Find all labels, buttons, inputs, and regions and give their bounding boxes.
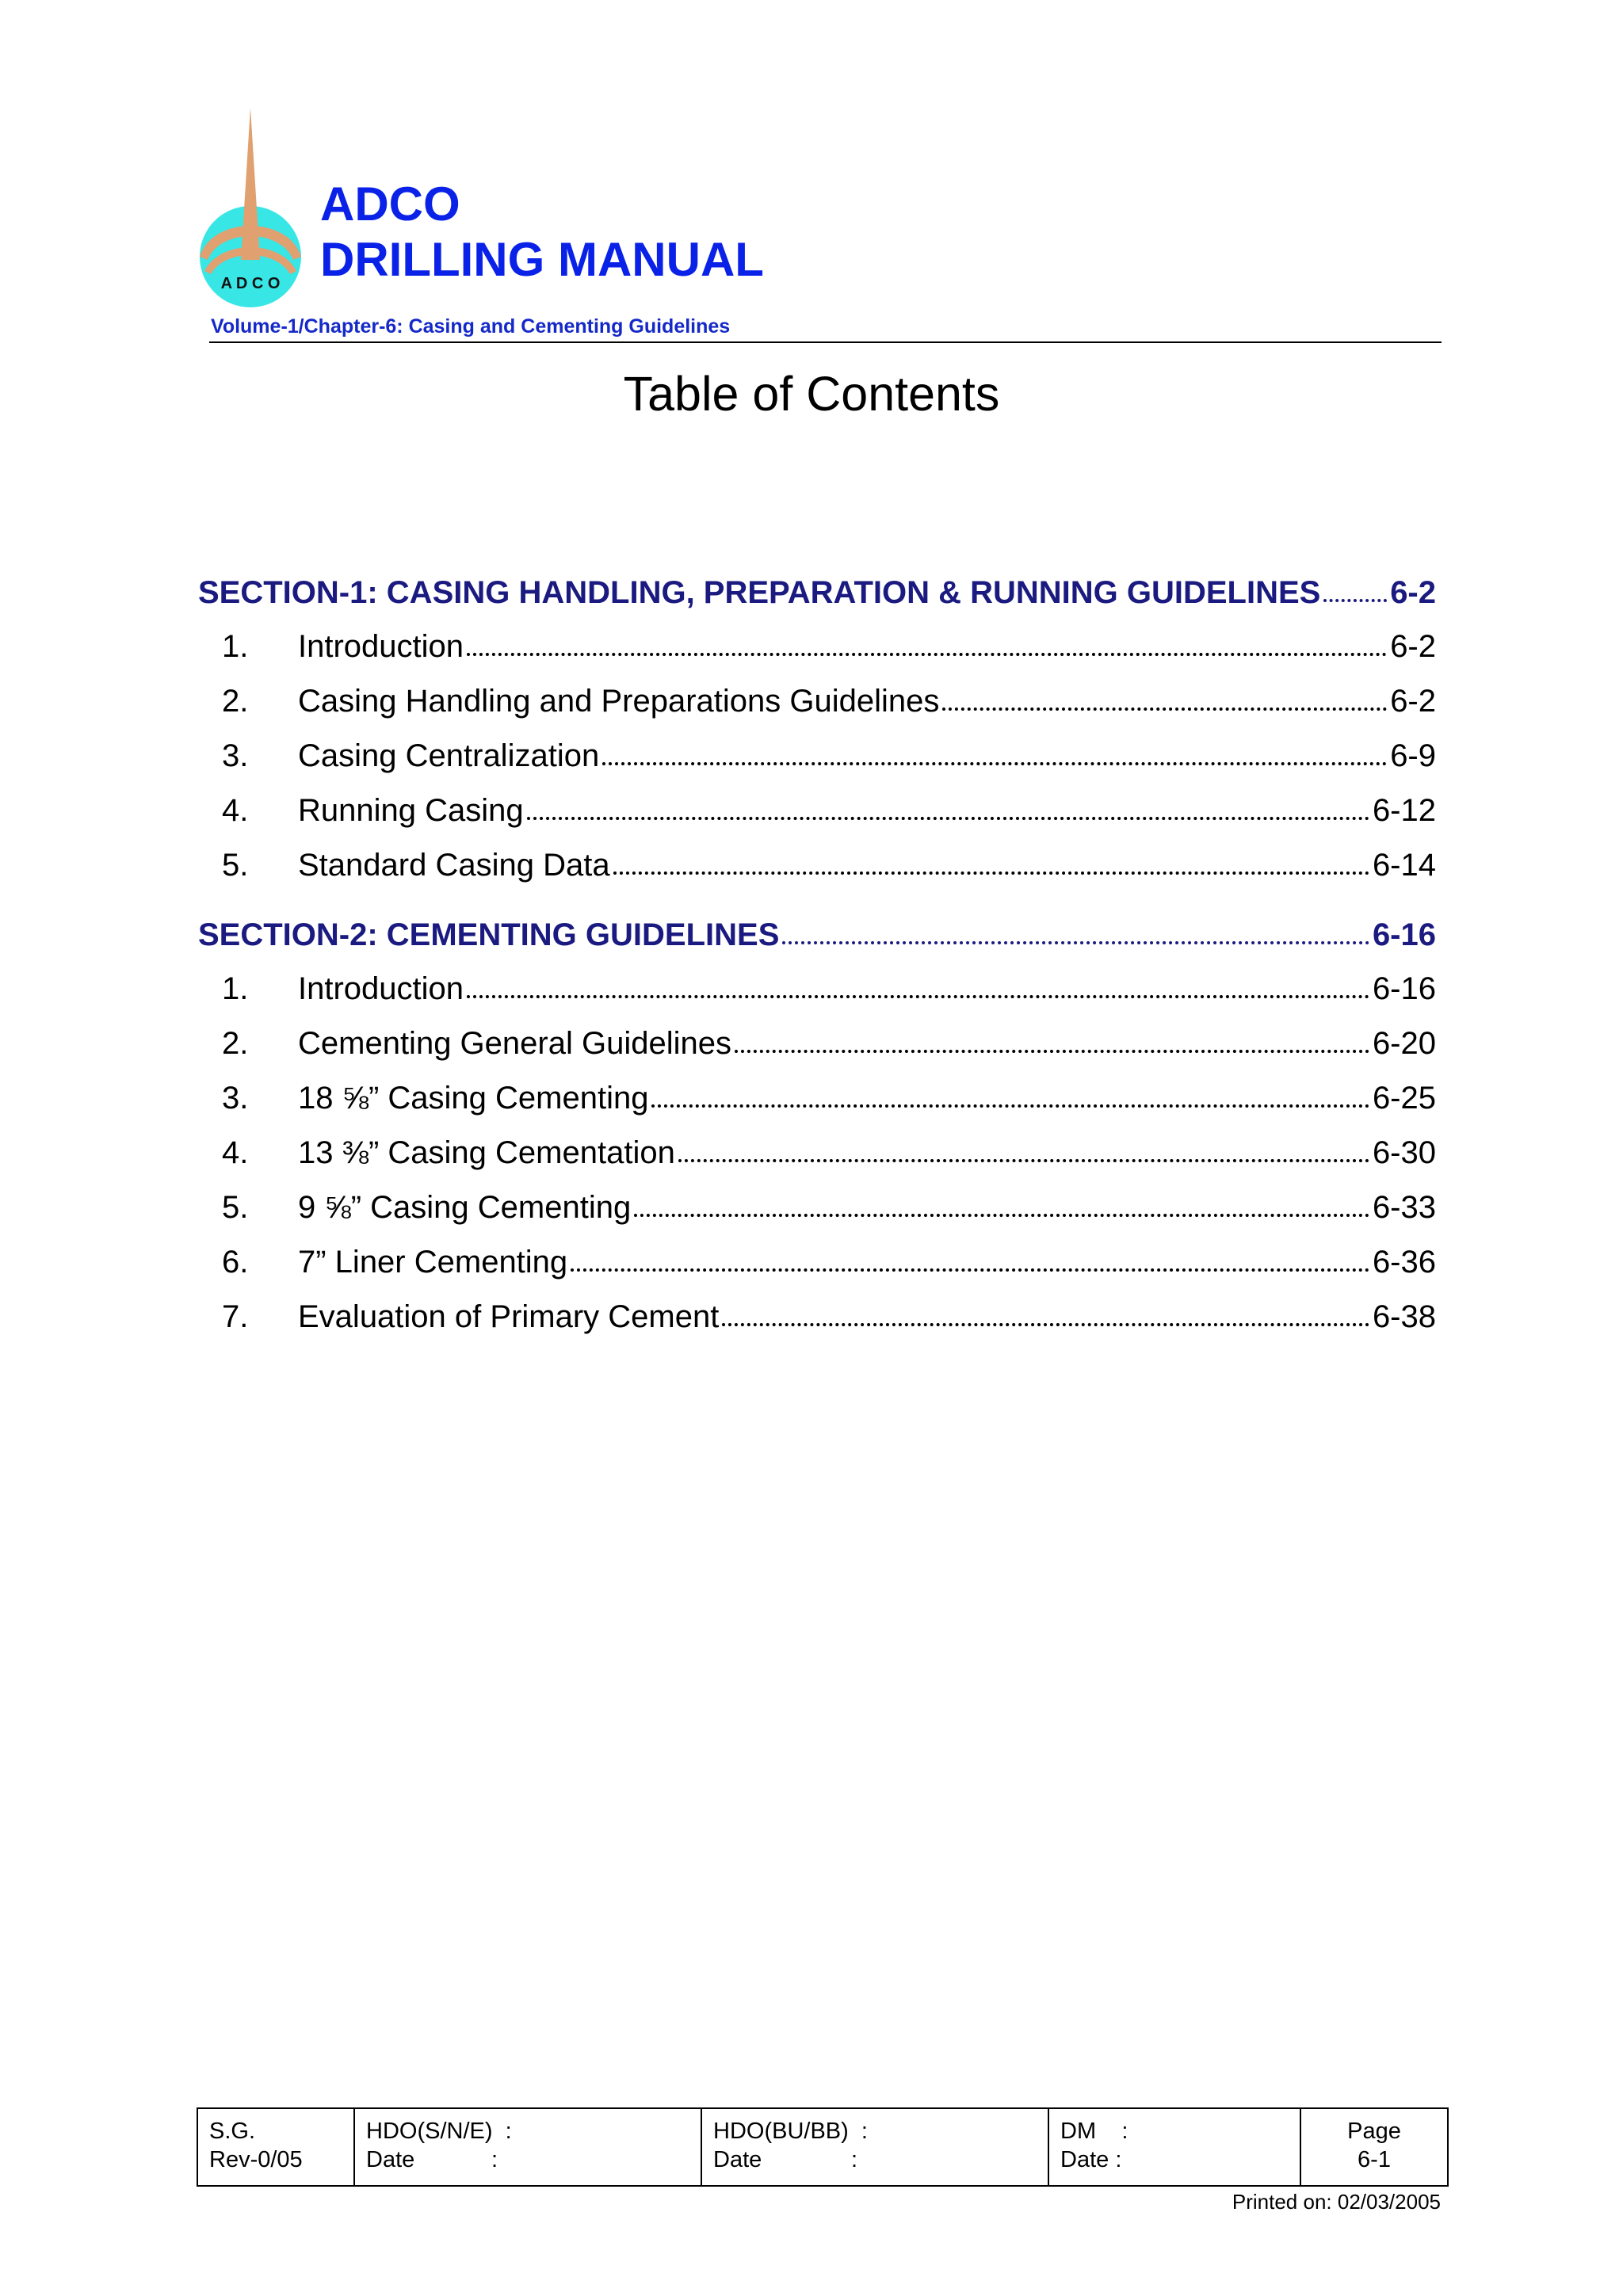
toc-entry-title: 13 ⅜” Casing Cementation: [298, 1135, 675, 1170]
toc-entry[interactable]: [198, 1131, 1436, 1175]
toc-page-number: 6-25: [1372, 1081, 1436, 1116]
toc-dot-leader: [1323, 599, 1387, 602]
toc-page-number: 6-20: [1372, 1026, 1436, 1061]
header-rule: [209, 341, 1442, 343]
toc-entry-number: 6.: [222, 1245, 249, 1280]
toc-page-number: 6-2: [1390, 629, 1436, 664]
toc-entry-number: 3.: [222, 738, 249, 773]
toc-entry[interactable]: [198, 624, 1436, 669]
toc-entry-title: Introduction: [298, 629, 464, 664]
footer-hdo-bubb-date: Date :: [713, 2147, 858, 2172]
toc-entry-number: 5.: [222, 1190, 249, 1225]
toc-entry-title: Cementing General Guidelines: [298, 1026, 731, 1061]
logo-spire: [241, 108, 260, 260]
toc-entry[interactable]: [198, 788, 1436, 833]
toc-page-number: 6-14: [1372, 848, 1436, 883]
footer-hdo-bubb-label: HDO(BU/BB) :: [713, 2119, 868, 2144]
toc-dot-leader: [527, 817, 1369, 820]
toc-entry-number: 2.: [222, 684, 249, 719]
adco-logo: [197, 105, 304, 311]
toc-entry-title: 18 ⅝” Casing Cementing: [298, 1081, 649, 1116]
manual-name: DRILLING MANUAL: [320, 233, 764, 286]
toc-entry[interactable]: [198, 679, 1436, 723]
toc-section-heading[interactable]: [198, 570, 1436, 615]
footer-dm-date: Date :: [1060, 2147, 1122, 2172]
toc-dot-leader: [467, 653, 1387, 656]
toc-entry[interactable]: [198, 1295, 1436, 1339]
toc-page-number: 6-2: [1390, 684, 1436, 719]
footer-dm-label: DM :: [1060, 2119, 1128, 2144]
toc-entry-number: 5.: [222, 848, 249, 883]
toc-dot-leader: [613, 871, 1369, 875]
toc-entry-title: Introduction: [298, 971, 464, 1006]
toc-entry[interactable]: [198, 1240, 1436, 1284]
toc-dot-leader: [735, 1050, 1369, 1053]
toc-section-heading[interactable]: [198, 913, 1436, 957]
toc-entry[interactable]: [198, 734, 1436, 778]
footer-page-label: Page: [1347, 2119, 1401, 2144]
toc-dot-leader: [942, 707, 1387, 711]
footer-signoff-table: [197, 2107, 1449, 2187]
toc-entry-title: Casing Handling and Preparations Guidelines: [298, 684, 940, 719]
footer-revision: Rev-0/05: [209, 2147, 303, 2172]
printed-date: Printed on: 02/03/2005: [1232, 2190, 1441, 2214]
toc-page-number: 6-38: [1372, 1299, 1436, 1334]
footer-hdo-sne-label: HDO(S/N/E) :: [366, 2119, 512, 2144]
toc-entry-number: 7.: [222, 1299, 249, 1334]
toc-dot-leader: [571, 1268, 1369, 1272]
toc-page-number: 6-36: [1372, 1245, 1436, 1280]
toc-entry-number: 1.: [222, 629, 249, 664]
toc-entry-title: 9 ⅝” Casing Cementing: [298, 1190, 632, 1225]
footer-cell-hdo-sne: [354, 2108, 701, 2186]
toc-entry[interactable]: [198, 843, 1436, 887]
toc-entry-number: 4.: [222, 793, 249, 828]
logo-text: A D C O: [220, 275, 281, 292]
toc-dot-leader: [651, 1104, 1369, 1108]
toc-dot-leader: [467, 995, 1369, 998]
footer-hdo-sne-date: Date :: [366, 2147, 498, 2172]
toc-entry[interactable]: [198, 967, 1436, 1011]
toc-dot-leader: [722, 1323, 1369, 1326]
toc-entry-number: 4.: [222, 1135, 249, 1170]
toc-page-number: 6-33: [1372, 1190, 1436, 1225]
toc-page-number: 6-16: [1372, 971, 1436, 1006]
toc-entry[interactable]: [198, 1021, 1436, 1066]
footer-page-number: 6-1: [1358, 2147, 1391, 2172]
toc-entry-number: 2.: [222, 1026, 249, 1061]
toc-entry-title: Running Casing: [298, 793, 524, 828]
toc-entry[interactable]: [198, 1076, 1436, 1120]
volume-chapter-subtitle: Volume-1/Chapter-6: Casing and Cementing Guidelines: [211, 315, 731, 338]
page-title: Table of Contents: [623, 367, 1000, 421]
toc-entry-title: Casing Centralization: [298, 738, 600, 773]
footer-cell-hdo-bubb: [701, 2108, 1048, 2186]
footer-sg-label: S.G.: [209, 2119, 256, 2144]
toc-entry-number: 3.: [222, 1081, 249, 1116]
toc-entry-number: 1.: [222, 971, 249, 1006]
toc-section-title: SECTION-2: CEMENTING GUIDELINES: [198, 917, 780, 952]
toc-page-number: 6-30: [1372, 1135, 1436, 1170]
toc-dot-leader: [634, 1214, 1369, 1217]
toc-entry-title: Evaluation of Primary Cement: [298, 1299, 720, 1334]
toc-dot-leader: [782, 941, 1369, 944]
brand-name: ADCO: [320, 177, 460, 231]
toc-entry[interactable]: [198, 1185, 1436, 1230]
toc-entry-title: 7” Liner Cementing: [298, 1245, 568, 1280]
toc-page-number: 6-9: [1390, 738, 1436, 773]
toc-page-number: 6-2: [1390, 575, 1436, 610]
footer-cell-dm: [1048, 2108, 1300, 2186]
footer-cell-sg: [197, 2108, 354, 2186]
toc-section-title: SECTION-1: CASING HANDLING, PREPARATION & RUNNING GUIDELINES: [198, 575, 1321, 610]
toc-dot-leader: [678, 1159, 1369, 1162]
toc-page-number: 6-16: [1372, 917, 1436, 952]
toc-entry-title: Standard Casing Data: [298, 848, 610, 883]
toc-page-number: 6-12: [1372, 793, 1436, 828]
footer-cell-page: [1300, 2108, 1448, 2186]
toc-dot-leader: [602, 762, 1387, 765]
